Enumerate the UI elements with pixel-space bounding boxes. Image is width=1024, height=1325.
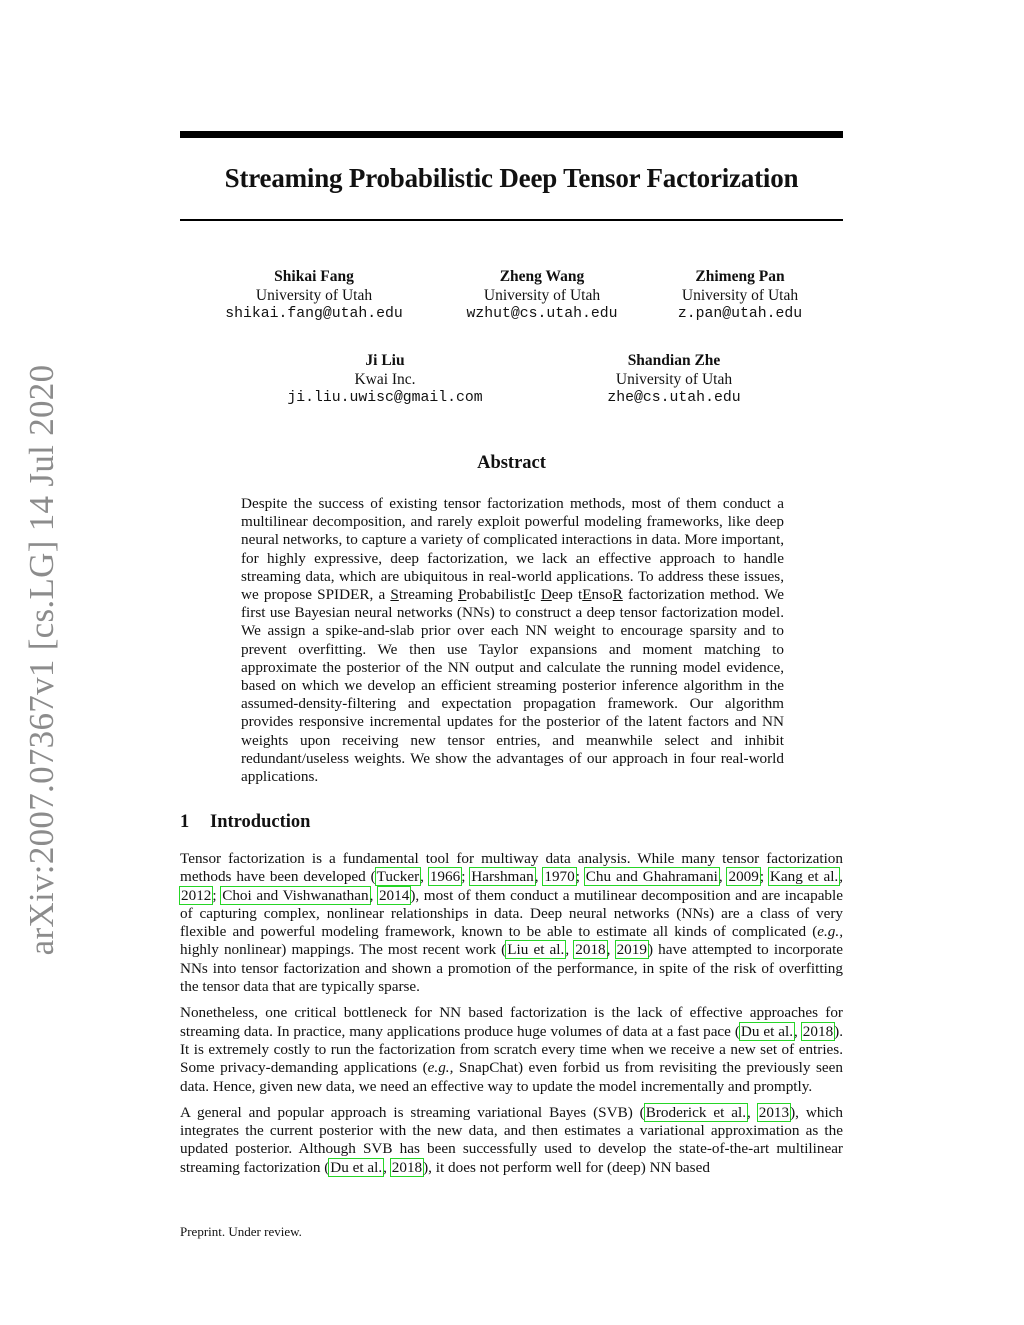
abstract-text: Despite the success of existing tensor factorization methods, most of them conduct a multilinear decomposition, and rarely exploit powerful modeling frameworks, like deep neural networks, to capture a variety of complicated interactions in data. More important, for highly expressive, deep factorization, we lack an effective approach to handle streaming data, which are ubiquitous in real-world applications. To address these issues, we propose SPIDER, a Streaming ProbabilistIc Deep tEnsoR factorization method. We first use Bayesian neural networks (NNs) to construct a deep tensor factorization model. We assign a spike-and-slab prior over each NN weight to encourage sparsity and to prevent overfitting. We then use Taylor expansions and moment matching to approximate the posterior of the NN output and calculate the running model evidence, based on which we develop an efficient streaming posterior inference algorithm in the assumed-density-filtering and expectation propagation framework. Our algorithm provides responsive incremental updates for the posterior of the latent factors and NN weights upon receiving new tensor entries, and meanwhile select and inhibit redundant/useless weights. We show the advantages of our approach in four real-world applications. xyxy=(241,495,785,786)
citation-link[interactable]: 2018 xyxy=(391,1158,423,1176)
paper-title: Streaming Probabilistic Deep Tensor Factorization xyxy=(224,163,799,193)
citation-link[interactable]: 2009 xyxy=(728,868,759,886)
author-affiliation: University of Utah xyxy=(483,286,601,304)
citation-link[interactable]: Liu et al. xyxy=(507,941,565,959)
author-email[interactable]: ji.liu.uwisc@gmail.com xyxy=(287,390,483,406)
footer-note: Preprint. Under review. xyxy=(180,1224,302,1239)
paragraph: Nonetheless, one critical bottleneck for NN based factorization is the lack of effective approaches for streaming data. In practice, many applications produce huge volumes of data at a fast pace (Du et al., 2018). It is extremely costly to run the factorization from scratch every time when we receive a new set of entries. Some privacy-demanding applications (e.g., SnapChat) even forbid us from revisiting the previously seen data. Hence, given new data, we need an effective way to update the model incrementally and promptly. xyxy=(180,1004,844,1095)
citation-link[interactable]: 2012 xyxy=(181,886,212,904)
author-name: Shikai Fang xyxy=(274,268,354,285)
paragraph: A general and popular approach is streaming variational Bayes (SVB) (Broderick et al., 2013), which integrates the current posterior with the new data, and then estimates a variational approximation as the updated posterior. Although SVB has been successfully used to develop the state-of-the-art multilinear streaming factorization (Du et al., 2018), it does not perform well for (deep) NN based xyxy=(180,1103,843,1176)
author-block xyxy=(544,352,804,408)
abstract-heading: Abstract xyxy=(477,453,546,473)
author-affiliation: University of Utah xyxy=(255,286,373,304)
citation-link[interactable]: Kang et al. xyxy=(769,868,839,886)
arxiv-stamp: arXiv:2007.07367v1 [cs.LG] 14 Jul 2020 xyxy=(22,364,61,956)
citation-link[interactable]: Du et al. xyxy=(740,1022,794,1040)
citation-link[interactable]: 1970 xyxy=(544,868,575,886)
citation-link[interactable]: Du et al. xyxy=(330,1158,383,1176)
section-title: Introduction xyxy=(210,812,311,832)
body-text xyxy=(180,850,843,1185)
author-email[interactable]: shikai.fang@utah.edu xyxy=(225,306,403,322)
citation-link[interactable]: 2018 xyxy=(802,1022,834,1040)
author-name: Ji Liu xyxy=(365,352,405,369)
author-affiliation: University of Utah xyxy=(615,370,733,388)
section-number: 1 xyxy=(180,812,190,832)
citation-link[interactable]: 2018 xyxy=(575,941,606,959)
author-block xyxy=(184,268,444,324)
author-block xyxy=(610,268,870,324)
title-top-rule xyxy=(180,131,843,138)
citation-link[interactable]: Choi and Vishwanathan xyxy=(222,886,369,904)
citation-link[interactable]: 2013 xyxy=(758,1103,790,1121)
citation-link[interactable]: Chu and Ghahramani xyxy=(585,868,718,886)
author-name: Zheng Wang xyxy=(499,268,585,285)
citation-link[interactable]: 2014 xyxy=(378,886,410,904)
citation-link[interactable]: 1966 xyxy=(429,868,461,886)
author-affiliation: Kwai Inc. xyxy=(354,370,416,388)
author-name: Zhimeng Pan xyxy=(695,268,785,285)
author-email[interactable]: zhe@cs.utah.edu xyxy=(607,390,741,406)
paragraph: Tensor factorization is a fundamental tool for multiway data analysis. While many tensor factorization methods have been developed (Tucker, 1966; Harshman, 1970; Chu and Ghahramani, 2009; Kang et al., 2012; Choi and Vishwanathan, 2014), most of them conduct a mutilinear decomposition and are incapable of capturing complex, nonlinear relationships in data. Deep neural networks (NNs) are a class of very flexible and powerful modeling framework, known to be able to estimate all kinds of complicated (e.g., highly nonlinear) mappings. The most recent work (Liu et al., 2018, 2019) have attempted to incorporate NNs into tensor factorization and shown a promotion of the performance, in spite of the risk of overfitting the tensor data that are typically sparse. xyxy=(180,850,844,996)
title-bottom-rule xyxy=(180,219,843,221)
author-affiliation: University of Utah xyxy=(681,286,799,304)
citation-link[interactable]: Harshman xyxy=(471,868,534,886)
citation-link[interactable]: Tucker xyxy=(376,868,420,886)
author-name: Shandian Zhe xyxy=(627,352,721,369)
author-email[interactable]: wzhut@cs.utah.edu xyxy=(466,306,618,322)
section-heading xyxy=(180,812,310,833)
citation-link[interactable]: 2019 xyxy=(616,941,647,959)
citation-link[interactable]: Broderick et al. xyxy=(645,1103,747,1121)
author-block xyxy=(255,352,515,408)
author-email[interactable]: z.pan@utah.edu xyxy=(677,306,803,322)
